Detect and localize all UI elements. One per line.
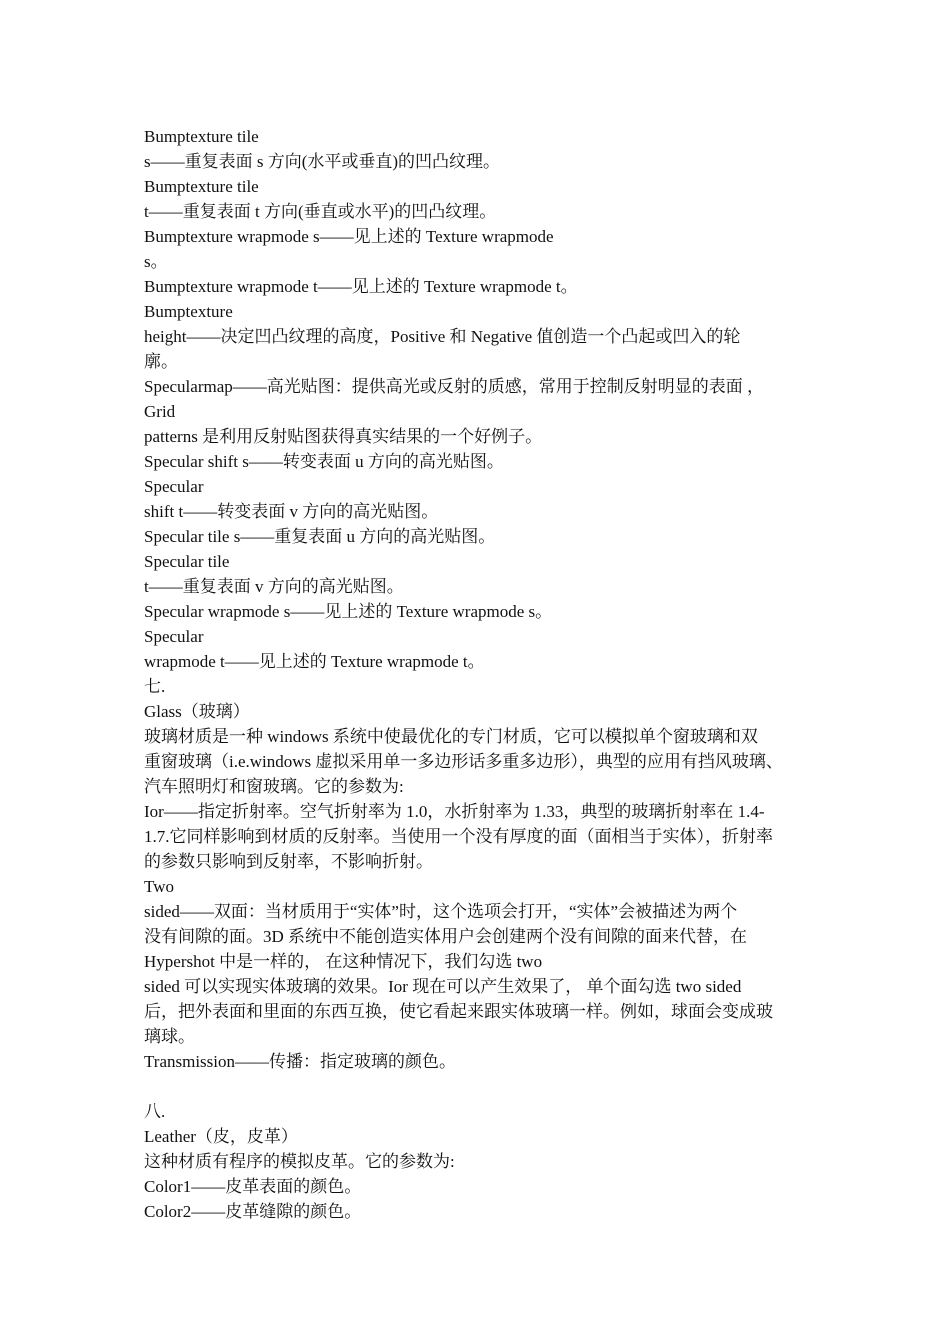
text-line: wrapmode t——见上述的 Texture wrapmode t。	[144, 652, 485, 671]
text-line: Bumptexture wrapmode s——见上述的 Texture wrapmode	[144, 227, 554, 246]
text-line: Hypershot 中是一样的， 在这种情况下，我们勾选 two	[144, 952, 543, 971]
text-line: Specular wrapmode s——见上述的 Texture wrapmode s。	[144, 602, 553, 621]
text-line: 重窗玻璃（i.e.windows 虚拟采用单一多边形话多重多边形），典型的应用有挡风玻璃、	[144, 752, 783, 771]
text-line: 廓。	[144, 352, 178, 371]
text-line: height——决定凹凸纹理的高度，Positive 和 Negative 值创造一个凸起或凹入的轮	[144, 327, 741, 346]
text-line: s。	[144, 252, 168, 271]
section-title: Leather（皮，皮革）	[144, 1127, 298, 1146]
blank-line	[144, 1074, 834, 1099]
section-heading: 八.	[144, 1102, 166, 1121]
document-page	[144, 124, 834, 1224]
text-line: 的参数只影响到反射率，不影响折射。	[144, 852, 433, 871]
text-line: Specular	[144, 477, 204, 496]
text-line: 璃球。	[144, 1027, 195, 1046]
text-line: Two	[144, 877, 174, 896]
text-line: Specularmap——高光贴图：提供高光或反射的质感，常用于控制反射明显的表面 ，	[144, 377, 764, 396]
text-line: Grid	[144, 402, 176, 421]
section-heading: 七.	[144, 677, 166, 696]
text-line: Ior——指定折射率。空气折射率为 1.0，水折射率为 1.33，典型的玻璃折射率在 1.4-	[144, 802, 765, 821]
text-line: Specular tile s——重复表面 u 方向的高光贴图。	[144, 527, 496, 546]
text-line: 这种材质有程序的模拟皮革。它的参数为:	[144, 1152, 455, 1171]
text-line: 汽车照明灯和窗玻璃。它的参数为:	[144, 777, 404, 796]
text-line: sided 可以实现实体玻璃的效果。Ior 现在可以产生效果了， 单个面勾选 two sided	[144, 977, 742, 996]
text-line: Specular tile	[144, 552, 230, 571]
text-line: shift t——转变表面 v 方向的高光贴图。	[144, 502, 439, 521]
text-line: Color2——皮革缝隙的颜色。	[144, 1202, 362, 1221]
text-line: 没有间隙的面。3D 系统中不能创造实体用户会创建两个没有间隙的面来代替，在	[144, 927, 748, 946]
text-line: Bumptexture tile	[144, 127, 259, 146]
text-line: Bumptexture tile	[144, 177, 259, 196]
text-line: sided——双面：当材质用于“实体”时，这个选项会打开，“实体”会被描述为两个	[144, 902, 738, 921]
text-line: t——重复表面 v 方向的高光贴图。	[144, 577, 404, 596]
text-line: patterns 是利用反射贴图获得真实结果的一个好例子。	[144, 427, 543, 446]
text-line: Bumptexture	[144, 302, 233, 321]
text-line: s——重复表面 s 方向(水平或垂直)的凹凸纹理。	[144, 152, 501, 171]
text-line: Transmission——传播：指定玻璃的颜色。	[144, 1052, 457, 1071]
text-line: Specular shift s——转变表面 u 方向的高光贴图。	[144, 452, 504, 471]
text-line: 后，把外表面和里面的东西互换，使它看起来跟实体玻璃一样。例如，球面会变成玻	[144, 1002, 773, 1021]
text-line: t——重复表面 t 方向(垂直或水平)的凹凸纹理。	[144, 202, 497, 221]
section-title: Glass（玻璃）	[144, 702, 250, 721]
text-line: 玻璃材质是一种 windows 系统中使最优化的专门材质，它可以模拟单个窗玻璃和双	[144, 727, 758, 746]
text-line: Specular	[144, 627, 204, 646]
text-line: Color1——皮革表面的颜色。	[144, 1177, 362, 1196]
text-line: 1.7.它同样影响到材质的反射率。当使用一个没有厚度的面（面相当于实体），折射率	[144, 827, 773, 846]
text-line: Bumptexture wrapmode t——见上述的 Texture wrapmode t。	[144, 277, 578, 296]
